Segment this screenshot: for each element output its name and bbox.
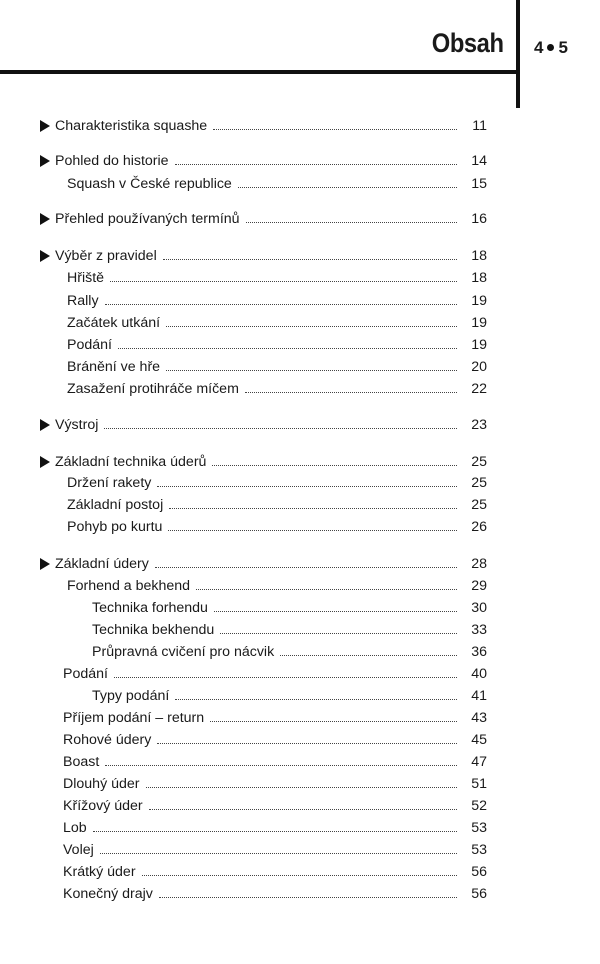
toc-entry[interactable]: Křížový úder 52 bbox=[63, 798, 487, 814]
toc-entry[interactable]: Rally 19 bbox=[67, 293, 487, 309]
arrow-icon bbox=[40, 456, 50, 468]
arrow-icon bbox=[40, 558, 50, 570]
toc-entry[interactable]: Zasažení protihráče míčem 22 bbox=[67, 381, 487, 397]
page-title: Obsah bbox=[432, 28, 504, 58]
header-rule bbox=[0, 70, 520, 74]
toc-entry[interactable]: Přehled používaných termínů 16 bbox=[55, 210, 487, 228]
toc-entry[interactable]: Základní údery 28 bbox=[55, 555, 487, 573]
toc-entry[interactable]: Výstroj 23 bbox=[55, 416, 487, 434]
toc-entry[interactable]: Bránění ve hře 20 bbox=[67, 359, 487, 375]
arrow-icon bbox=[40, 419, 50, 431]
toc-entry[interactable]: Držení rakety 25 bbox=[67, 475, 487, 491]
arrow-icon bbox=[40, 250, 50, 262]
toc-entry[interactable]: Volej 53 bbox=[63, 842, 487, 858]
arrow-icon bbox=[40, 155, 50, 167]
page-numbers bbox=[534, 38, 568, 58]
toc-entry[interactable]: Základní technika úderů 25 bbox=[55, 453, 487, 471]
toc-entry[interactable]: Technika forhendu 30 bbox=[92, 600, 487, 616]
toc-entry[interactable]: Výběr z pravidel 18 bbox=[55, 247, 487, 265]
page-number-right: 5 bbox=[558, 38, 568, 57]
bullet-icon bbox=[547, 44, 554, 51]
toc-entry[interactable]: Krátký úder 56 bbox=[63, 864, 487, 880]
toc-entry[interactable]: Průpravná cvičení pro nácvik 36 bbox=[92, 644, 487, 660]
toc-entry[interactable]: Konečný drajv 56 bbox=[63, 886, 487, 902]
toc-entry[interactable]: Lob 53 bbox=[63, 820, 487, 836]
toc-entry[interactable]: Pohled do historie 14 bbox=[55, 152, 487, 170]
arrow-icon bbox=[40, 120, 50, 132]
header-divider bbox=[516, 0, 520, 108]
toc-entry[interactable]: Pohyb po kurtu 26 bbox=[67, 519, 487, 535]
toc-entry[interactable]: Typy podání 41 bbox=[92, 688, 487, 704]
toc-entry[interactable]: Forhend a bekhend 29 bbox=[67, 578, 487, 594]
toc-entry[interactable]: Rohové údery 45 bbox=[63, 732, 487, 748]
toc-entry[interactable]: Boast 47 bbox=[63, 754, 487, 770]
toc-entry[interactable]: Začátek utkání 19 bbox=[67, 315, 487, 331]
toc-entry[interactable]: Hřiště 18 bbox=[67, 270, 487, 286]
arrow-icon bbox=[40, 213, 50, 225]
toc-entry[interactable]: Základní postoj 25 bbox=[67, 497, 487, 513]
toc-entry[interactable]: Podání 40 bbox=[63, 666, 487, 682]
toc-entry[interactable]: Squash v České republice 15 bbox=[67, 176, 487, 192]
toc-entry[interactable]: Technika bekhendu 33 bbox=[92, 622, 487, 638]
toc-entry[interactable]: Příjem podání – return 43 bbox=[63, 710, 487, 726]
toc-entry[interactable]: Podání 19 bbox=[67, 337, 487, 353]
toc-entry[interactable]: Charakteristika squashe 11 bbox=[55, 117, 487, 135]
toc-entry[interactable]: Dlouhý úder 51 bbox=[63, 776, 487, 792]
page-number-left: 4 bbox=[534, 38, 544, 57]
